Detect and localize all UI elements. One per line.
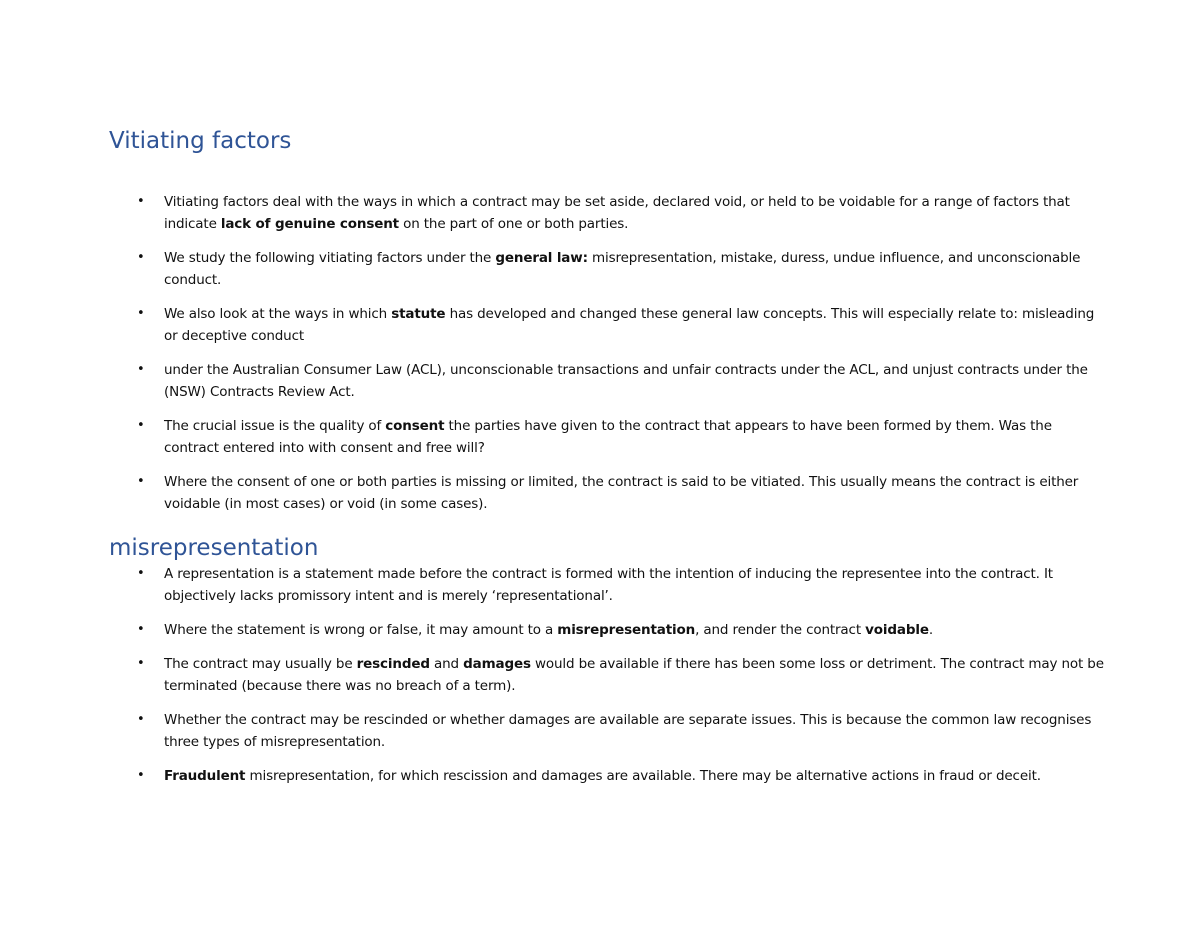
text-run: has developed and changed these general law concepts. This will especially relate to: misleading or deceptive conduct [164,306,1095,344]
bullet-icon: • [137,622,145,637]
bold-text: general law: [495,250,588,266]
bullet-item [0,563,1109,619]
bullet-item [0,471,1109,527]
bold-text: Fraudulent [164,768,246,784]
bullet-icon: • [137,566,145,581]
text-run: and [429,656,464,672]
bold-text: rescinded [356,656,430,672]
text-run: We study the following vitiating factors under the [164,250,496,266]
text-run: The contract may usually be [164,656,357,672]
text-run: Whether the contract may be rescinded or whether damages are available are separate issues. This is because the common law recognises three types of misrepresentation. [164,712,1092,750]
text-run: We also look at the ways in which [164,306,392,322]
bullet-item [0,359,1109,415]
text-run: A representation is a statement made before the contract is formed with the intention of inducing the representee into the contract. It objectively lacks promissory intent and is merely ‘representational’. [164,566,1053,604]
bold-text: damages [463,656,531,672]
section-heading-vitiating-factors: Vitiating factors [109,128,292,154]
bullet-list-misrepresentation [0,563,1200,799]
text-run: would be available if there has been some loss or detriment. The contract may not be terminated (because there was no breach of a term). [164,656,1104,694]
bold-text: lack of genuine consent [220,216,399,232]
bold-text: statute [391,306,446,322]
text-run: the parties have given to the contract that appears to have been formed by them. Was the contract entered into with consent and free will? [164,418,1052,456]
text-run: Where the statement is wrong or false, it may amount to a [164,622,558,638]
bold-text: misrepresentation [557,622,696,638]
bullet-item [0,303,1109,359]
bullet-icon: • [137,656,145,671]
bullet-list-vitiating-factors [0,191,1200,527]
text-run: misrepresentation, mistake, duress, undue influence, and unconscionable conduct. [164,250,1081,288]
bullet-item [0,709,1109,765]
bullet-item [0,653,1109,709]
bullet-item [0,765,1109,799]
bold-text: consent [385,418,445,434]
text-run: misrepresentation, for which rescission and damages are available. There may be alternative actions in fraud or deceit. [245,768,1041,784]
text-run: The crucial issue is the quality of [164,418,386,434]
text-run: . [928,622,933,638]
bullet-icon: • [137,250,145,265]
text-run: on the part of one or both parties. [398,216,629,232]
bullet-item [0,415,1109,471]
bullet-icon: • [137,306,145,321]
bullet-icon: • [137,418,145,433]
bold-text: voidable [865,622,929,638]
text-run: , and render the contract [695,622,866,638]
bullet-icon: • [137,768,145,783]
bullet-icon: • [137,474,145,489]
bullet-icon: • [137,362,145,377]
bullet-item [0,191,1109,247]
text-run: under the Australian Consumer Law (ACL), unconscionable transactions and unfair contracts under the ACL, and unjust contracts under the (NSW) Contracts Review Act. [164,362,1088,400]
section-heading-misrepresentation: misrepresentation [109,535,319,561]
bullet-item [0,619,1109,653]
bullet-item [0,247,1109,303]
text-run: Where the consent of one or both parties is missing or limited, the contract is said to be vitiated. This usually means the contract is either voidable (in most cases) or void (in some cases). [164,474,1079,512]
bullet-icon: • [137,194,145,209]
bullet-icon: • [137,712,145,727]
text-run: Vitiating factors deal with the ways in which a contract may be set aside, declared void, or held to be voidable for a range of factors that indicate [164,194,1070,232]
